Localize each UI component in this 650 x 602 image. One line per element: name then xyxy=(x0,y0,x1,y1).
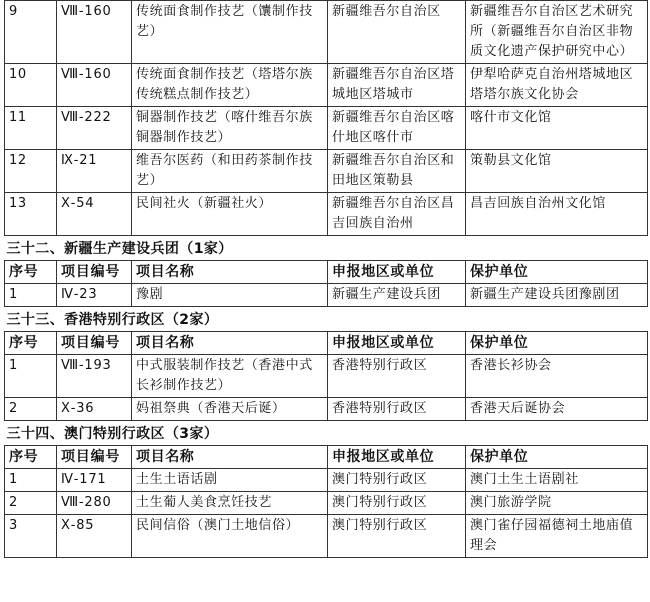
cell-region: 新疆维吾尔自治区 xyxy=(328,1,466,64)
cell-name: 中式服装制作技艺（香港中式长衫制作技艺） xyxy=(132,355,328,398)
cell-protector: 喀什市文化馆 xyxy=(466,107,648,150)
section-title: 三十三、香港特别行政区（2家） xyxy=(6,312,219,328)
table-row xyxy=(5,355,648,398)
table-header-row xyxy=(5,261,648,284)
section-title: 三十二、新疆生产建设兵团（1家） xyxy=(6,241,233,257)
cell-region: 澳门特别行政区 xyxy=(328,492,466,515)
cell-region: 澳门特别行政区 xyxy=(328,515,466,558)
cell-region: 申报地区或单位 xyxy=(328,446,466,469)
cell-seq: 序号 xyxy=(5,261,57,284)
cell-code: Ⅷ-160 xyxy=(57,1,132,64)
cell-protector: 新疆维吾尔自治区艺术研究所（新疆维吾尔自治区非物质文化遗产保护研究中心） xyxy=(466,1,648,64)
cell-code: Ⅳ-23 xyxy=(57,284,132,307)
cell-region: 香港特别行政区 xyxy=(328,355,466,398)
cell-seq: 1 xyxy=(5,355,57,398)
cell-code: Ⅷ-160 xyxy=(57,64,132,107)
cell-protector: 香港长衫协会 xyxy=(466,355,648,398)
cell-code: Ⅹ-85 xyxy=(57,515,132,558)
cell-code: Ⅷ-193 xyxy=(57,355,132,398)
cell-region: 申报地区或单位 xyxy=(328,332,466,355)
cell-code: Ⅸ-21 xyxy=(57,150,132,193)
cell-name: 土生土语话剧 xyxy=(132,469,328,492)
cell-name: 维吾尔医药（和田药茶制作技艺） xyxy=(132,150,328,193)
cell-region: 申报地区或单位 xyxy=(328,261,466,284)
cell-seq: 2 xyxy=(5,492,57,515)
cell-code: Ⅷ-280 xyxy=(57,492,132,515)
table-row xyxy=(5,193,648,236)
cell-code: 项目编号 xyxy=(57,332,132,355)
cell-name: 妈祖祭典（香港天后诞） xyxy=(132,398,328,421)
cell-seq: 2 xyxy=(5,398,57,421)
cell-protector: 保护单位 xyxy=(466,332,648,355)
cell-name: 土生葡人美食烹饪技艺 xyxy=(132,492,328,515)
section-title-row xyxy=(5,307,648,332)
cell-region: 澳门特别行政区 xyxy=(328,469,466,492)
cell-code: Ⅹ-54 xyxy=(57,193,132,236)
cell-name: 铜器制作技艺（喀什维吾尔族铜器制作技艺） xyxy=(132,107,328,150)
section-title-row xyxy=(5,421,648,446)
table-row xyxy=(5,492,648,515)
cell-region: 新疆维吾尔自治区和田地区策勒县 xyxy=(328,150,466,193)
cell-protector: 保护单位 xyxy=(466,261,648,284)
cell-name: 项目名称 xyxy=(132,446,328,469)
table-row xyxy=(5,284,648,307)
cell-protector: 新疆生产建设兵团豫剧团 xyxy=(466,284,648,307)
table-row xyxy=(5,107,648,150)
table-row xyxy=(5,469,648,492)
cell-name: 民间信俗（澳门土地信俗） xyxy=(132,515,328,558)
cell-seq: 10 xyxy=(5,64,57,107)
table-header-row xyxy=(5,446,648,469)
table-row xyxy=(5,515,648,558)
table-row xyxy=(5,150,648,193)
cell-seq: 序号 xyxy=(5,332,57,355)
cell-protector: 策勒县文化馆 xyxy=(466,150,648,193)
section-title: 三十四、澳门特别行政区（3家） xyxy=(6,426,219,442)
cell-code: Ⅳ-171 xyxy=(57,469,132,492)
cell-seq: 1 xyxy=(5,469,57,492)
cell-seq: 11 xyxy=(5,107,57,150)
cell-seq: 序号 xyxy=(5,446,57,469)
cell-name: 项目名称 xyxy=(132,261,328,284)
cell-region: 新疆维吾尔自治区昌吉回族自治州 xyxy=(328,193,466,236)
cell-code: 项目编号 xyxy=(57,446,132,469)
cell-name: 传统面食制作技艺（馕制作技艺） xyxy=(132,1,328,64)
cell-seq: 3 xyxy=(5,515,57,558)
cell-protector: 伊犁哈萨克自治州塔城地区塔塔尔族文化协会 xyxy=(466,64,648,107)
cell-seq: 1 xyxy=(5,284,57,307)
heritage-table xyxy=(4,0,648,558)
cell-protector: 澳门旅游学院 xyxy=(466,492,648,515)
cell-code: Ⅹ-36 xyxy=(57,398,132,421)
cell-region: 新疆生产建设兵团 xyxy=(328,284,466,307)
cell-name: 豫剧 xyxy=(132,284,328,307)
cell-name: 传统面食制作技艺（塔塔尔族传统糕点制作技艺） xyxy=(132,64,328,107)
cell-seq: 9 xyxy=(5,1,57,64)
table-row xyxy=(5,64,648,107)
cell-protector: 澳门雀仔园福德祠土地庙值理会 xyxy=(466,515,648,558)
section-title-row xyxy=(5,236,648,261)
cell-protector: 保护单位 xyxy=(466,446,648,469)
cell-name: 项目名称 xyxy=(132,332,328,355)
table-header-row xyxy=(5,332,648,355)
cell-code: Ⅷ-222 xyxy=(57,107,132,150)
cell-name: 民间社火（新疆社火） xyxy=(132,193,328,236)
table-row xyxy=(5,1,648,64)
cell-region: 新疆维吾尔自治区塔城地区塔城市 xyxy=(328,64,466,107)
table-row xyxy=(5,398,648,421)
cell-protector: 澳门土生土语剧社 xyxy=(466,469,648,492)
cell-seq: 13 xyxy=(5,193,57,236)
cell-region: 香港特别行政区 xyxy=(328,398,466,421)
cell-protector: 香港天后诞协会 xyxy=(466,398,648,421)
cell-region: 新疆维吾尔自治区喀什地区喀什市 xyxy=(328,107,466,150)
cell-seq: 12 xyxy=(5,150,57,193)
cell-code: 项目编号 xyxy=(57,261,132,284)
cell-protector: 昌吉回族自治州文化馆 xyxy=(466,193,648,236)
